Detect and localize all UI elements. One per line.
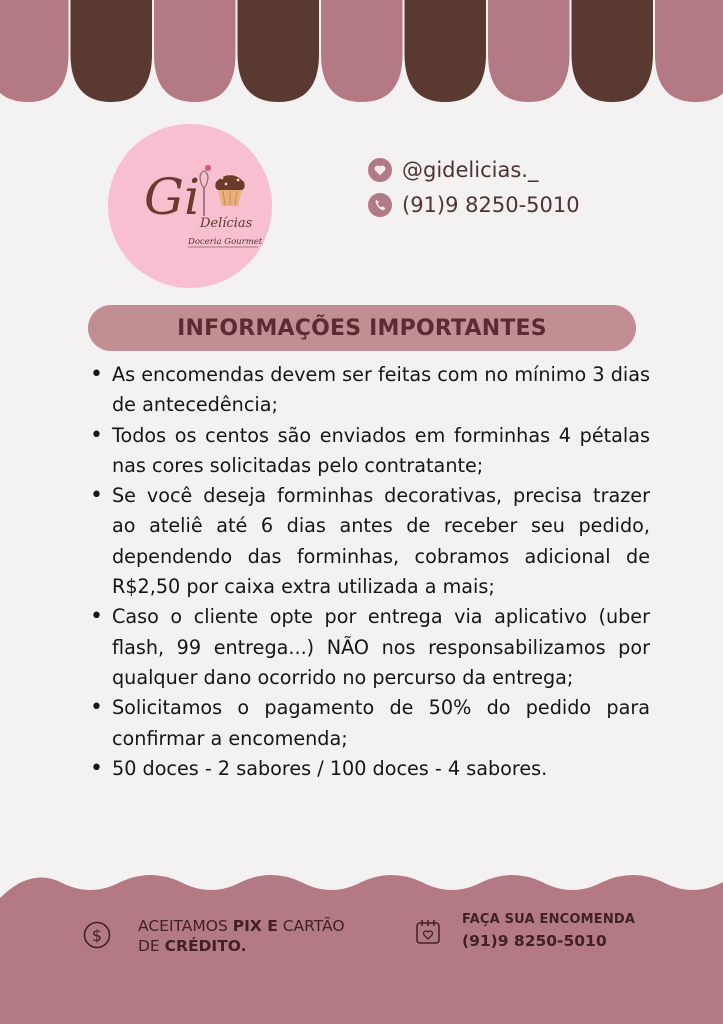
dollar-icon xyxy=(82,920,112,950)
payment-text: ACEITAMOS PIX E CARTÃO DE CRÉDITO. xyxy=(138,917,345,955)
logo-script: Gi xyxy=(144,168,200,226)
info-item: • 50 doces - 2 sabores / 100 doces - 4 sabores. xyxy=(88,754,650,784)
heart-icon xyxy=(368,158,392,182)
awning-scallop xyxy=(488,0,570,102)
info-item: • Se você deseja forminhas decorativas, precisa trazer ao ateliê até 6 dias antes de receber seu pedido, dependendo das forminhas, cobramos adicional de R$2,50 por caixa extra utilizada a mais; xyxy=(88,481,650,602)
phone-number: (91)9 8250-5010 xyxy=(402,193,580,217)
section-title-pill xyxy=(88,305,636,351)
logo-tagline: Doceria Gourmet xyxy=(188,237,263,247)
awning-scallops xyxy=(0,0,723,110)
svg-text:$: $ xyxy=(91,926,103,945)
order-info[interactable] xyxy=(414,912,635,950)
info-item: • Solicitamos o pagamento de 50% do pedido para confirmar a encomenda; xyxy=(88,693,650,754)
cupcake-icon xyxy=(215,173,244,206)
calendar-heart-icon xyxy=(414,918,442,946)
brand-logo xyxy=(108,124,272,288)
awning-scallop xyxy=(572,0,654,102)
instagram-handle: @gidelicias._ xyxy=(402,158,539,182)
instagram-contact[interactable] xyxy=(368,158,538,182)
section-title: INFORMAÇÕES IMPORTANTES xyxy=(177,315,547,341)
awning-scallop xyxy=(0,0,69,102)
info-item: • Caso o cliente opte por entrega via aplicativo (uber flash, 99 entrega...) NÃO nos responsabilizamos por qualquer dano ocorrido no percurso da entrega; xyxy=(88,602,650,693)
phone-icon xyxy=(368,193,392,217)
awning-scallop xyxy=(321,0,403,102)
payment-info xyxy=(82,916,345,956)
info-list xyxy=(88,360,650,784)
whisk-icon xyxy=(200,165,211,216)
phone-contact[interactable] xyxy=(368,193,580,217)
order-phone: (91)9 8250-5010 xyxy=(462,932,607,950)
awning-scallop xyxy=(154,0,236,102)
awning-scallop xyxy=(405,0,487,102)
logo-word: Delícias xyxy=(200,216,253,231)
awning-scallop xyxy=(655,0,723,102)
awning-scallop xyxy=(238,0,320,102)
info-item: • Todos os centos são enviados em forminhas 4 pétalas nas cores solicitadas pelo contratante; xyxy=(88,421,650,482)
info-item: • As encomendas devem ser feitas com no mínimo 3 dias de antecedência; xyxy=(88,360,650,421)
order-title: FAÇA SUA ENCOMENDA xyxy=(462,912,636,927)
awning-scallop xyxy=(71,0,153,102)
